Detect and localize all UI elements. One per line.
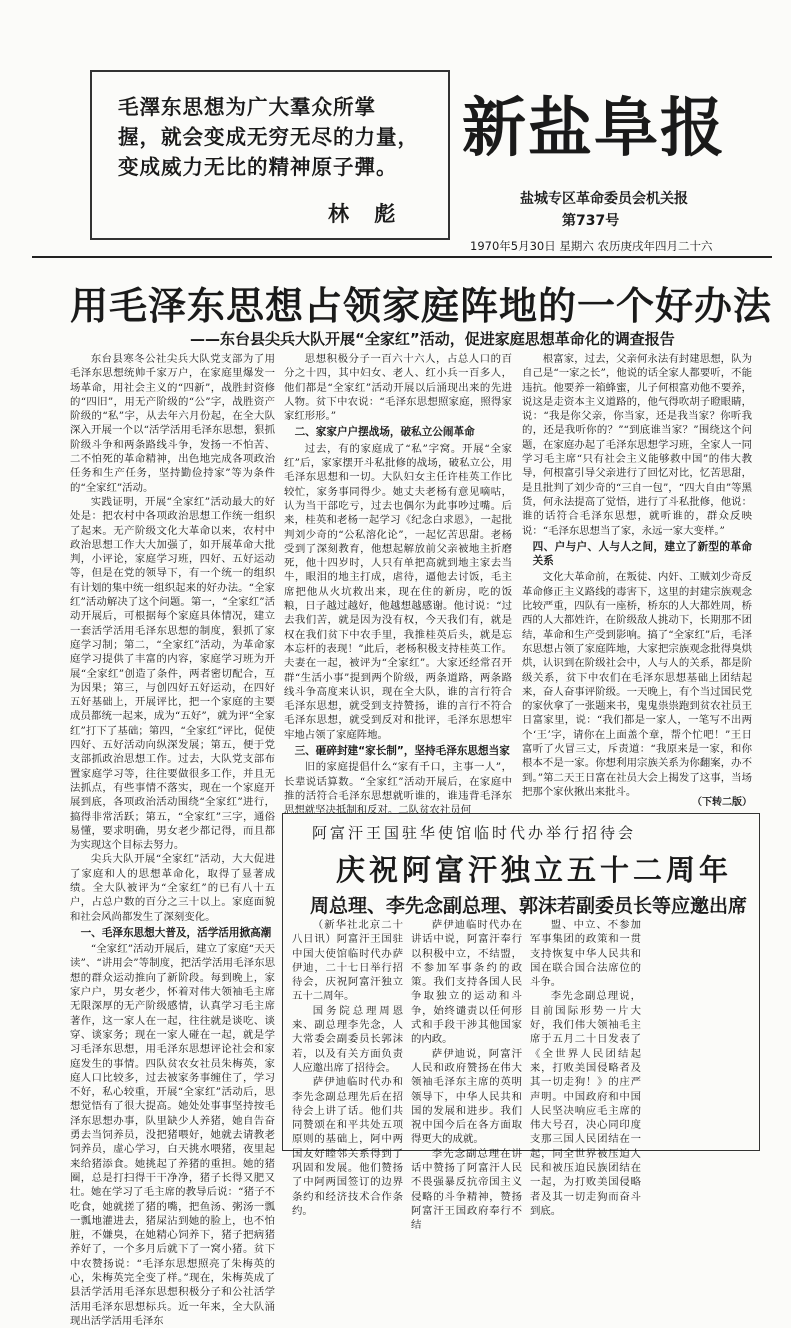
article-column-2	[284, 352, 512, 817]
news-column-2	[411, 918, 522, 1232]
paragraph: 旧的家庭提倡什么“家有千口，主事一人”，长辈说话算数。“全家红”活动开展后，在家庭中推的活符合毛泽东思想就听谁的，谁违背毛泽东思想就坚决抵制和反对。二队贫农社员何	[284, 761, 512, 817]
paragraph: 根富家，过去，父亲何永法有封建思想，队为自己是“一家之长”，他说的话全家人都要听，不能违抗。他要养一箱蜂蜜，儿子何根富劝他不要养，说这是走资本主义道路的，他气得吹胡子瞪眼睛，说：“我是你父亲，你当家，还是我当家？你听我的，还是我听你的？”“到底谁当家？”围绕这个问题，在家庭办起了毛泽东思想学习班，全家人一同学习毛主席“只有社会主义能够救中国”的伟大教导，何根富引导父亲进行了回忆对比，忆苦思甜，是且批判了刘少奇的“三自一包”，“四大自由”等黑货，何永法提高了觉悟，进行了斗私批修，他说：谁的话符合毛泽东思想，就听谁的，群众反映说：“毛泽东思想当了家，永远一家大变样。”	[522, 353, 752, 537]
paragraph: 尖兵大队开展“全家红”活动，大大促进了家庭和人的思想革命化，取得了显著成绩。全大队被评为“全家红”的已有八十五户，占总户数的百分之三十以上。家庭面貌和社会风尚都发生了深刻变化。	[70, 853, 275, 923]
paragraph: “全家红”活动开展后，建立了家庭“天天读”、“讲用会”等制度，把活学活用毛泽东思想的群众运动推向了新阶段。每到晚上，家家户户，男女老少，怀着对伟大领袖毛主席无限深厚的无产阶级感情，认真学习毛主席著作，这一家人在一起，往往就是谈吃、谈穿、谈家务；现在一家人碰在一起，就是学习毛泽东思想，用毛泽东思想评论社会和家庭发生的事情。四队贫农女社员朱梅英，家庭人口比较多，过去被家务事缠住了，学习不好，私心较重，开展“全家红”活动后，思想觉悟有了很大提高。她处处事事坚持按毛泽东思想办事，队里缺少人养猪，她自告奋勇去当饲养员，没把猪喂好，她就去请教老饲养员，虚心学习，白天挑水喂猪，夜里起来给猪添食。她挑起了养猪的重担。她的猪圈，总是打扫得干干净净，猪子长得又肥又壮。她在学习了毛主席的教导后说：“猪子不吃食，她就搓了猪的嘴，把鱼汤、粥汤一瓢一瓢地灌进去，猪屎沾到她的脸上，也不怕脏，不嫌臭，在她精心饲养下，猪子把病猪养好了，一个多月后就下了一窝小猪。贫下中农赞扬说：“毛泽东思想照亮了朱梅英的心，朱梅英完全变了样。”现在，朱梅英成了县活学活用毛泽东思想积极分子和公社活学活用毛泽东思想标兵。近一年来，全大队涌现出活学活用毛泽东	[70, 943, 275, 1327]
paragraph: 思想积极分子一百六十六人，占总人口的百分之十四，其中妇女、老人、红小兵一百多人，他们都是“全家红”活动开展以后涌现出来的先进人物。贫下中农说：“毛泽东思想照家庭，照得家家红形形。”	[284, 353, 512, 423]
section-heading: 一、毛泽东思想大普及，活学活用掀高潮	[80, 926, 272, 939]
paragraph: 李先念副总理说，目前国际形势一片大好，我们伟大领袖毛主席于五月二十日发表了《全世界人民团结起来，打败美国侵略者及其一切走狗！》的庄严声明。中国政府和中国人民坚决响应毛主席的伟大号召，决心同印度支那三国人民团结在一起，同全世界被压迫人民和被压迫民族团结在一起，为打败美国侵略者及其一切走狗而奋斗到底。	[530, 990, 641, 1217]
paragraph: 东台县寒冬公社尖兵大队党支部为了用毛泽东思想统帅千家万户，在家庭里爆发一场革命，用社会主义的“四新”，战胜封资修的“四旧”，用无产阶级的“公”字，战胜资产阶级的“私”字，从去年六月份起，在全大队深入开展一个以“活学活用毛泽东思想，狠抓阶级斗争和两条路线斗争，发扬一不怕苦、二不怕死的革命精神，出色地完成各项政治任务和生产任务，坚持勤俭持家”等为条件的“全家红”活动。	[70, 353, 275, 494]
article-subheadline: ——东台县尖兵大队开展“全家红”活动，促进家庭思想革命化的调查报告	[190, 330, 675, 348]
news-column-4	[649, 918, 753, 1144]
quotation-text	[118, 92, 438, 182]
publisher-line: 盐城专区革命委员会机关报	[520, 191, 688, 207]
article-column-3	[522, 352, 752, 807]
paragraph: 萨伊迪临时代办在讲话中说，阿富汗奉行以积极中立，不结盟，不参加军事条约的政策。我们支持各国人民争取独立的运动和斗争，始终谴责以任何形式和手段干涉其他国家的内政。	[411, 919, 522, 1046]
article-headline: 用毛泽东思想占领家庭阵地的一个好办法	[70, 284, 773, 328]
newspaper-masthead: 新盐阜报	[462, 92, 726, 166]
paragraph: 实践证明，开展“全家红”活动最大的好处是：把农村中各项政治思想工作统一组织了起来。无产阶级文化大革命以来，农村中政治思想工作大大加强了，如开展革命大批判，小评论，家庭学习班，四好、五好运动等，但是在党的领导下，有一个统一的组织有计划的集中统一组织起来的好办法。“全家红”活动解决了这个问题。第一，“全家红”活动开展后，可根据每个家庭具体情况，建立一套活学活用毛泽东思想的制度，狠抓了家庭学习制；第二，“全家红”活动，为革命家庭学习提供了丰富的内容，家庭学习班为开展“全家红”创造了条件，两者密切配合，互为因果；第三，与创四好五好运动，在四好五好基础上，开展评比，把一个家庭的主要成员都统一起来，成为“五好”，就为评“全家红”打下了基础；第四，“全家红”评比，促使四好、五好活动向纵深发展；第五，便于党支部抓政治思想工作。过去，大队党支部布置家庭学习等，往往要做很多工作，并且无法抓点，有些事情不落实，现在一个家庭开展到底，各项政治活动围绕“全家红”进行，搞得非常活跃；第五，“全家红”三字，通俗易懂，要求明确，男女老少都记得，而且都为实现这个目标去努力。	[70, 495, 275, 852]
news-kicker: 阿富汗王国驻华使馆临时代办举行招待会	[312, 824, 637, 842]
section-heading: 四、户与户、人与人之间，建立了新型的革命关系	[532, 540, 752, 568]
article-column-1	[70, 352, 275, 1327]
issue-number: 第737号	[562, 213, 620, 229]
news-column-3	[530, 918, 641, 1217]
paragraph: 国务院总理周恩来、副总理李先念，人大常委会副委员长郭沫若，以及有关方面负责人应邀出席了招待会。	[292, 1004, 403, 1074]
paragraph: 萨伊迪说，阿富汗人民和政府赞扬在伟大领袖毛泽东主席的英明领导下，中华人民共和国的发展和进步。我们祝中国今后在各方面取得更大的成就。	[411, 1047, 522, 1146]
news-deck: 周总理、李先念副总理、郭沫若副委员长等应邀出席	[310, 895, 748, 917]
paragraph: （新华社北京二十八日讯）阿富汗王国驻中国大使馆临时代办萨伊迪，二十七日举行招待会，庆祝阿富汗独立五十二周年。	[292, 919, 403, 1003]
quotation-author: 林 彪	[328, 202, 405, 226]
paragraph: 萨伊迪临时代办和李先念副总理先后在招待会上讲了话。他们共同赞颂在和平共处五项原则的基础上，阿中两国友好睦邻关系得到了巩固和发展。他们赞扬了中阿两国签订的边界条约和经济技术合作条约。	[292, 1076, 403, 1217]
continued-note: （下转二版）	[692, 797, 752, 808]
section-heading: 二、家家户户摆战场，破私立公闹革命	[294, 426, 475, 439]
dateline: 1970年5月30日 星期六 农历庚戌年四月二十六	[470, 239, 713, 253]
news-title: 庆祝阿富汗独立五十二周年	[336, 853, 733, 887]
paragraph: 过去，有的家庭成了“私”字窝。开展“全家红”后，家家摆开斗私批修的战场，破私立公，用毛泽东思想和一切。大队妇女主任许桂英工作比较忙，家务事同得少。她丈夫老杨有意见嘀咕，认为当干部吃亏，过去也偶尔为此事吵过嘴。后来，桂英和老杨一起学习《纪念白求恩》，一起批判刘少奇的“公私溶化论”，一起忆苦思甜。老杨受到了深刻教育，他想起解放前父亲被地主折磨死，他十四岁时，人只有单把高就到地主家去当牛，眼泪的地主打成，虐待，逼他去讨饭，毛主席把他从火坑救出来，现在住的新房，吃的饭粮，日子越过越好，他越想越感谢。他讨说：“过去我们苦，就是因为没有权，今天我们有，就是权在我们贫下中农手里，我推桂英后头，就是忘本忘杆的表现！”此后，老杨积极支持桂英工作。夫妻在一起，被评为“全家红”。大家还经常召开群“生活小事”提到两个阶级，两条道路，两条路线斗争高度来认识，现在全大队，谁的言行符合毛泽东思想，就受到支持赞扬，谁的言行不符合毛泽东思想，就受到反对和批评，毛泽东思想牢牢地占领了家庭阵地。	[284, 442, 512, 741]
quotation-line: 变成威力无比的精神原子彈。	[118, 155, 398, 179]
news-column-1	[292, 918, 403, 1217]
masthead-divider	[32, 256, 772, 258]
quotation-line: 握，就会变成无穷无尽的力量，	[118, 125, 419, 149]
paragraph: 文化大革命前，在叛徒、内奸、工贼刘少奇反革命修正主义路线的毒害下，这里的封建宗族观念比较严重，四队有一座桥，桥东的人大都姓周，桥西的人大都姓许，在阶级敌人挑动下，长期那不团结，革命和生产受到影响。搞了“全家红”后，毛泽东思想占领了家庭阵地，大家把宗族观念批得臭烘烘，认识到在阶级社会中，人与人的关系，都是阶级关系，贫下中农们在毛泽东思想基础上团结起来，奋人奋事评阶级。一天晚上，有个当过国民党的家伙拿了一张题来书，鬼鬼祟祟跑到贫农社员王日富家里，说：“我们都是一家人，一笔写不出两个‘王’字，请你在上面盖个章，帮个忙吧！”王日富听了火冒三丈，斥责道：“我原来是一家，和你根本不是一家。你想利用宗族关系为你翻案，办不到。”第二天王日富在社员大会上揭发了这事，当场把那个家伙揪出来批斗。	[522, 571, 752, 798]
quotation-line: 毛澤东思想为广大羣众所掌	[118, 95, 376, 119]
paragraph: 李先念副总理在讲话中赞扬了阿富汗人民不畏强暴反抗帝国主义侵略的斗争精神，赞扬阿富汗王国政府奉行不结	[411, 1147, 522, 1232]
paragraph: 盟、中立、不参加军事集团的政策和一贯支持恢复中华人民共和国在联合国合法席位的斗争。	[530, 919, 641, 989]
section-heading: 三、砸碎封建“家长制”，坚持毛泽东思想当家	[294, 745, 510, 758]
